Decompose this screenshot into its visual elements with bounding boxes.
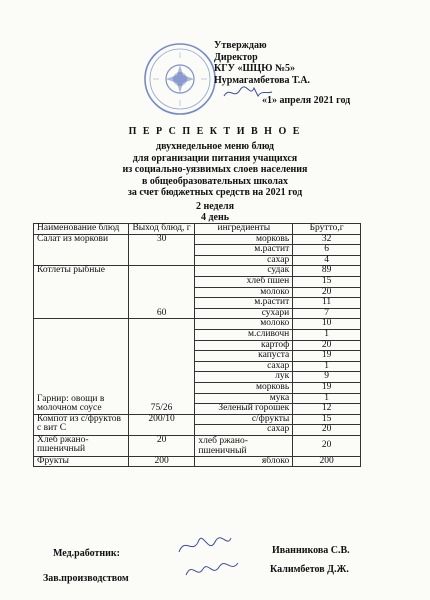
header-yield: Выход блюд, г: [128, 224, 195, 235]
ingredient-cell: морковь: [195, 234, 293, 245]
brutto-cell: 20: [293, 287, 361, 298]
ingredient-cell: сахар: [195, 361, 293, 372]
brutto-cell: 89: [293, 266, 361, 277]
approval-line: Утверждаю: [214, 40, 267, 51]
brutto-cell: 6: [293, 245, 361, 256]
subtitle-line: из социально-уязвимых слоев населения: [122, 164, 308, 176]
ingredient-cell: сахар: [195, 425, 293, 436]
table-row: [34, 319, 361, 330]
dish-yield: 75/26: [128, 319, 195, 414]
dish-name: Компот из с/фруктов с вит С: [34, 414, 129, 435]
brutto-cell: 1: [293, 329, 361, 340]
brutto-cell: 20: [293, 425, 361, 436]
subtitle-line: за счет бюджетных средств на 2021 год: [127, 187, 303, 199]
brutto-cell: 32: [293, 234, 361, 245]
ingredient-cell: м.растит: [195, 245, 293, 256]
brutto-cell: 10: [293, 319, 361, 330]
table-row: [34, 414, 361, 425]
ingredient-cell: морковь: [195, 382, 293, 393]
table-row: [34, 435, 361, 456]
brutto-cell: 20: [293, 435, 361, 456]
medic-name: Иванникова С.В.: [272, 545, 350, 556]
brutto-cell: 200: [293, 456, 361, 467]
dish-yield: 20: [128, 435, 195, 456]
day-label: 4 день: [200, 212, 230, 223]
brutto-cell: 11: [293, 298, 361, 309]
ingredient-cell: хлеб пшен: [195, 276, 293, 287]
dish-yield: 60: [128, 266, 195, 319]
brutto-cell: 4: [293, 255, 361, 266]
approval-block: [214, 40, 310, 86]
dish-name: Фрукты: [34, 456, 129, 467]
ingredient-cell: Зеленый горошек: [195, 404, 293, 415]
dish-yield: 200: [128, 456, 195, 467]
brutto-cell: 15: [293, 414, 361, 425]
brutto-cell: 19: [293, 351, 361, 362]
manager-name: Калимбетов Д.Ж.: [270, 564, 349, 575]
ingredient-cell: яблоко: [195, 456, 293, 467]
ingredient-cell: судак: [195, 266, 293, 277]
approval-line: Директор: [214, 51, 258, 63]
brutto-cell: 20: [293, 340, 361, 351]
table-header-row: [34, 224, 361, 235]
approval-line: Нурмагамбетова Т.А.: [214, 74, 310, 86]
ingredient-cell: лук: [195, 372, 293, 383]
table-row: [34, 234, 361, 245]
brutto-cell: 1: [293, 393, 361, 404]
ingredient-cell: молоко: [195, 287, 293, 298]
header-name: Наименование блюд: [34, 224, 129, 235]
dish-yield: 200/10: [128, 414, 195, 435]
dish-name: Хлеб ржано-пшеничный: [34, 435, 129, 456]
header-ingredients: ингредиенты: [195, 224, 293, 235]
medic-signature-icon: [175, 530, 235, 560]
document-title: П Е Р С П Е К Т И В Н О Е: [128, 126, 302, 137]
header-brutto: Брутто,г: [293, 224, 361, 235]
manager-role: Зав.производством: [43, 573, 129, 584]
medic-role: Мед.работник:: [53, 548, 120, 559]
table-row: [34, 266, 361, 277]
approval-line: КГУ «ШЦЮ №5»: [214, 63, 296, 74]
brutto-cell: 1: [293, 361, 361, 372]
week-label: 2 неделя: [195, 201, 235, 212]
subtitle-line: для организации питания учащихся: [132, 152, 298, 164]
ingredient-cell: сахар: [195, 255, 293, 266]
dish-name: Котлеты рыбные: [34, 266, 129, 319]
ingredient-cell: с/фрукты: [195, 414, 293, 425]
table-row: [34, 456, 361, 467]
subtitle-line: в общеобразовательных школах: [141, 175, 289, 187]
ingredient-cell: молоко: [195, 319, 293, 330]
ingredient-cell: мука: [195, 393, 293, 404]
official-seal-icon: [143, 42, 217, 116]
approval-date: «1» апреля 2021 год: [262, 95, 351, 106]
ingredient-cell: капуста: [195, 351, 293, 362]
ingredient-cell: хлеб ржано-пшеничный: [195, 435, 293, 456]
ingredient-cell: м.растит: [195, 298, 293, 309]
brutto-cell: 15: [293, 276, 361, 287]
brutto-cell: 12: [293, 404, 361, 415]
ingredient-cell: м.сливочн: [195, 329, 293, 340]
ingredient-cell: картоф: [195, 340, 293, 351]
dish-name: Гарнир: овощи в молочном соусе: [34, 319, 129, 414]
menu-table: [33, 223, 361, 467]
brutto-cell: 7: [293, 308, 361, 319]
brutto-cell: 9: [293, 372, 361, 383]
ingredient-cell: сухари: [195, 308, 293, 319]
subtitle-line: двухнедельное меню блюд: [156, 141, 274, 152]
manager-signature-icon: [183, 557, 241, 583]
dish-name: Салат из моркови: [34, 234, 129, 266]
dish-yield: 30: [128, 234, 195, 266]
brutto-cell: 19: [293, 382, 361, 393]
document-subtitle: [0, 141, 430, 199]
